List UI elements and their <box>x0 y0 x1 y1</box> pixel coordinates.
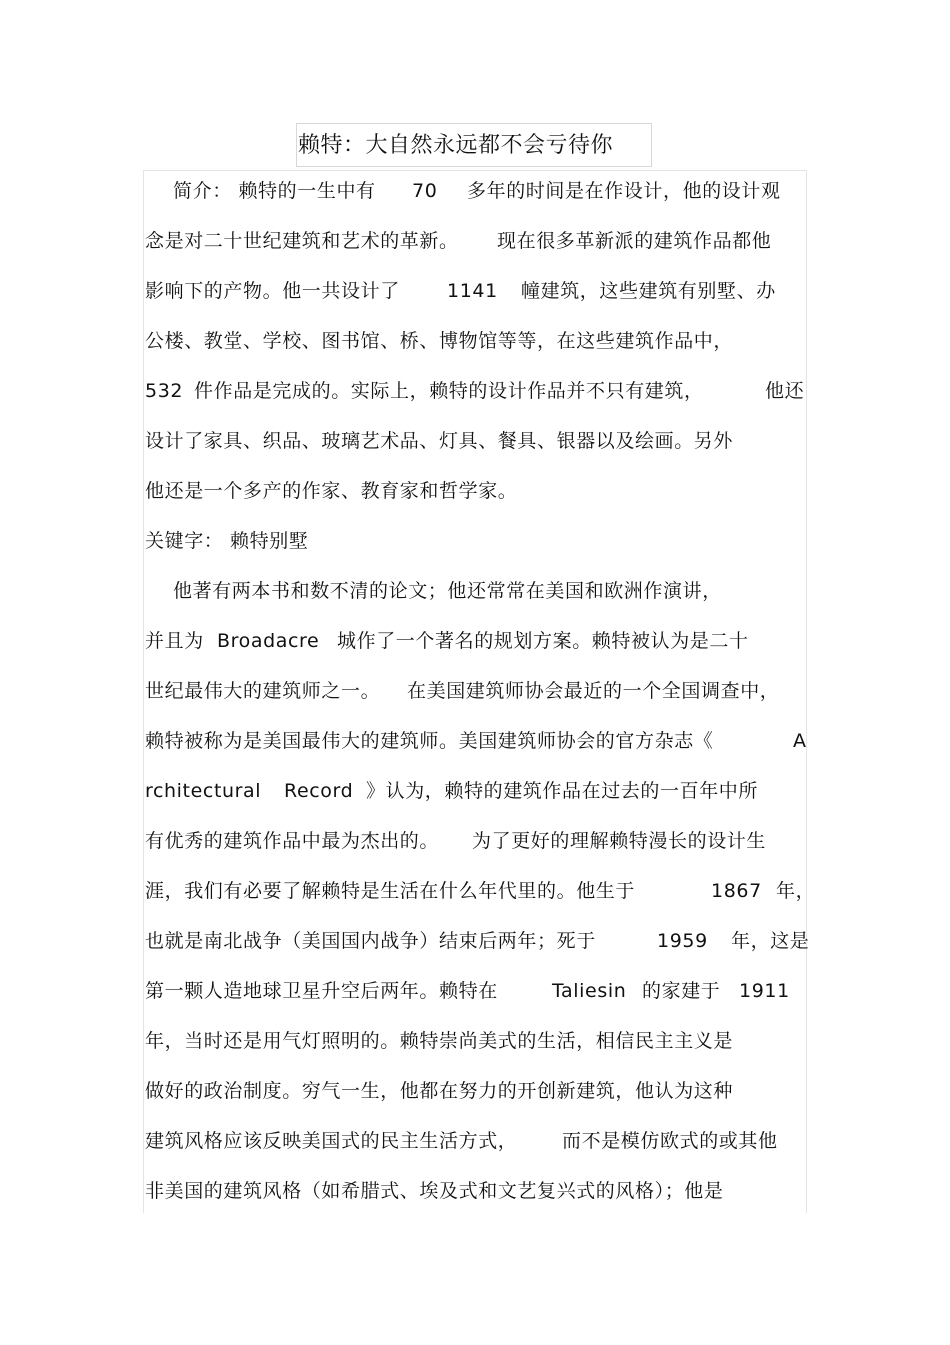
text-segment: 为了更好的理解赖特漫长的设计生 <box>472 830 767 852</box>
text-segment: 现在很多革新派的建筑作品都他 <box>497 230 772 252</box>
text-segment: 赖特被称为是美国最伟大的建筑师。美国建筑师协会的官方杂志《 <box>145 730 714 752</box>
text-segment: 他还是一个多产的作家、教育家和哲学家。 <box>145 480 518 502</box>
text-segment: 影响下的产物。他一共设计了 <box>145 280 400 302</box>
text-segment: 他著有两本书和数不清的论文；他还常常在美国和欧洲作演讲， <box>173 580 722 602</box>
text-segment: 的家建于 <box>642 980 721 1002</box>
text-segment: 1141 <box>447 280 498 302</box>
text-segment: 他还 <box>765 380 805 402</box>
text-segment: 有优秀的建筑作品中最为杰出的。 <box>145 830 440 852</box>
text-segment: 做好的政治制度。穷气一生，他都在努力的开创新建筑，他认为这种 <box>145 1080 734 1102</box>
text-segment: 也就是南北战争（美国国内战争）结束后两年；死于 <box>145 930 596 952</box>
text-segment: 多年的时间是在作设计，他的设计观 <box>467 180 781 202</box>
text-segment: 件作品是完成的。实际上，赖特的设计作品并不只有建筑， <box>194 380 704 402</box>
text-segment: 念是对二十世纪建筑和艺术的革新。 <box>145 230 459 252</box>
text-segment: Record <box>284 780 354 802</box>
text-segment: rchitectural <box>145 780 262 802</box>
text-segment: 设计了家具、织品、玻璃艺术品、灯具、餐具、银器以及绘画。另外 <box>145 430 734 452</box>
text-segment: 在美国建筑师协会最近的一个全国调查中， <box>407 680 780 702</box>
text-segment: 70 <box>412 180 438 202</box>
text-segment: 非美国的建筑风格（如希腊式、埃及式和文艺复兴式的风格）；他是 <box>145 1180 724 1202</box>
text-segment: 年， <box>776 880 816 902</box>
text-segment: Broadacre <box>217 630 320 652</box>
text-segment: 第一颗人造地球卫星升空后两年。赖特在 <box>145 980 498 1002</box>
text-segment: 世纪最伟大的建筑师之一。 <box>145 680 381 702</box>
text-segment: 》认为，赖特的建筑作品在过去的一百年中所 <box>366 780 759 802</box>
text-segment: A <box>793 730 807 752</box>
text-segment: 而不是模仿欧式的或其他 <box>562 1130 778 1152</box>
text-segment: 年，当时还是用气灯照明的。赖特崇尚美式的生活，相信民主主义是 <box>145 1030 734 1052</box>
text-segment: 建筑风格应该反映美国式的民主生活方式， <box>145 1130 518 1152</box>
text-segment: 公楼、教堂、学校、图书馆、桥、博物馆等等，在这些建筑作品中， <box>145 330 734 352</box>
text-segment: 涯，我们有必要了解赖特是生活在什么年代里的。他生于 <box>145 880 636 902</box>
text-segment: 1911 <box>739 980 790 1002</box>
text-segment: 城作了一个著名的规划方案。赖特被认为是二十 <box>337 630 749 652</box>
text-segment: Taliesin <box>552 980 627 1002</box>
text-segment: 1867 <box>711 880 762 902</box>
text-segment: 1959 <box>657 930 708 952</box>
document-title: 赖特：大自然永远都不会亏待你 <box>298 133 614 158</box>
text-segment: 简介： 赖特的一生中有 <box>173 180 376 202</box>
text-segment: 年，这是 <box>731 930 810 952</box>
text-segment: 并且为 <box>145 630 204 652</box>
text-segment: 532 <box>145 380 184 402</box>
text-segment: 幢建筑，这些建筑有别墅、办 <box>521 280 776 302</box>
text-segment: 关键字： 赖特别墅 <box>145 530 309 552</box>
